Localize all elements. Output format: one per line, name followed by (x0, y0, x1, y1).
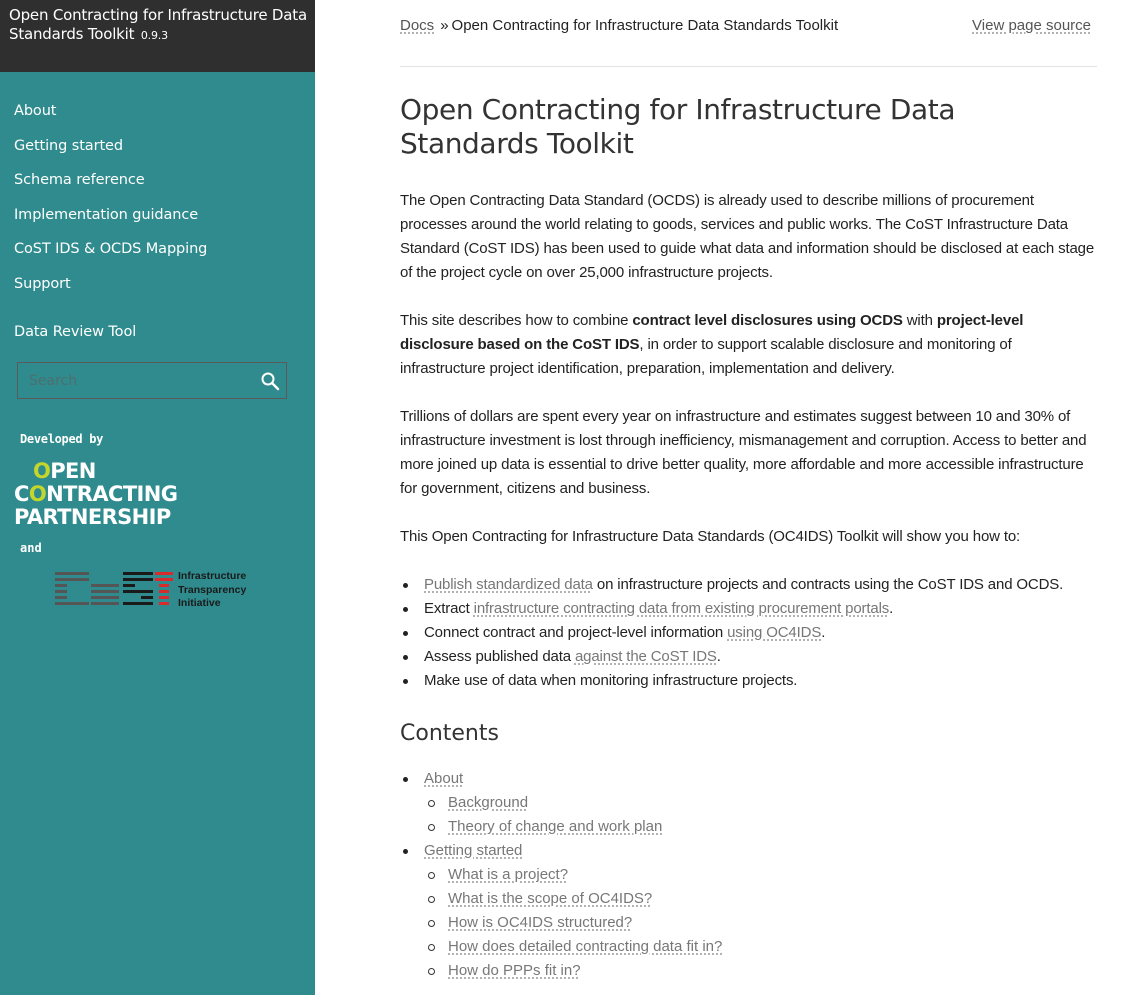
toc-subitem (424, 935, 1097, 959)
toc-link-what-is-a-project[interactable]: What is a project? (448, 866, 569, 883)
sidebar-item-support[interactable]: Support (14, 275, 71, 292)
sidebar-item-about[interactable]: About (14, 103, 57, 119)
open-contracting-partnership-logo[interactable] (14, 460, 177, 529)
breadcrumb-separator: » (440, 17, 449, 34)
combine-paragraph (400, 309, 1097, 381)
sidebar-nav (0, 72, 315, 350)
text: This site describes how to combine (400, 312, 633, 329)
page-title: Open Contracting for Infrastructure Data Standards Toolkit (400, 93, 956, 160)
toolkit-bullet-list (400, 573, 1097, 693)
text: Connect contract and project-level information (424, 624, 728, 641)
ocp-logo-o2: O (28, 482, 47, 506)
breadcrumb-current: Open Contracting for Infrastructure Data Standards Toolkit (451, 17, 839, 34)
intro-paragraph: The Open Contracting Data Standard (OCDS) is already used to describe millions of procurement processes around the world relating to goods, services and public works. The CoST Infrastructure Data Standard (CoST IDS) has been used to guide what data and information should be disclosed at each stage of the project cycle on over 25,000 infrastructure projects. (400, 192, 1095, 281)
contents-heading: Contents (400, 721, 499, 746)
text: . (821, 624, 826, 641)
toolkit-paragraph: This Open Contracting for Infrastructure Data Standards (OC4IDS) Toolkit will show you how to: (400, 528, 1021, 545)
sidebar-item-getting-started[interactable]: Getting started (14, 137, 123, 154)
cost-logo-text (178, 570, 246, 611)
search-input[interactable] (18, 363, 248, 398)
list-item (400, 645, 1097, 669)
toc-item (400, 767, 1097, 839)
breadcrumb-docs-link[interactable]: Docs (400, 17, 435, 34)
search-box (17, 362, 287, 399)
text: on infrastructure projects and contracts using the CoST IDS and OCDS. (592, 576, 1064, 593)
text: . (889, 600, 894, 617)
publish-standardized-data-link[interactable]: Publish standardized data (424, 576, 593, 593)
toc-subitem (424, 791, 1097, 815)
ocp-logo-o: O (33, 459, 51, 483)
toc-subitem (424, 887, 1097, 911)
bold-text: project-level disclosure based on the CoST IDS (400, 312, 1024, 353)
table-of-contents (400, 767, 1097, 983)
toc-link-theory-of-change[interactable]: Theory of change and work plan (448, 818, 663, 835)
toc-link-about[interactable]: About (424, 770, 464, 787)
toc-link-background[interactable]: Background (448, 794, 529, 811)
cost-logo-mark-icon (55, 571, 173, 609)
text: , in order to support scalable disclosure and monitoring of infrastructure project identification, preparation, implementation and delivery. (400, 336, 1012, 377)
breadcrumb (400, 0, 1097, 67)
text: with (902, 312, 937, 329)
against-cost-ids-link[interactable]: against the CoST IDS (574, 648, 717, 665)
site-version: 0.9.3 (140, 29, 168, 42)
list-item (400, 573, 1097, 597)
sidebar-item-schema-reference[interactable]: Schema reference (14, 172, 145, 188)
text: Extract (424, 600, 474, 617)
toc-subitem (424, 863, 1097, 887)
cost-logo-line2: Transparency (178, 583, 247, 596)
toc-link-detailed-contracting-data[interactable]: How does detailed contracting data fit in? (448, 938, 723, 955)
cost-logo-line3: Initiative (178, 597, 221, 609)
text: Make use of data when monitoring infrastructure projects. (424, 672, 798, 689)
text: Assess published data (424, 648, 575, 665)
list-item (400, 621, 1097, 645)
sidebar-item-data-review-tool[interactable]: Data Review Tool (14, 324, 137, 340)
search-icon[interactable] (260, 371, 280, 391)
sidebar-item-implementation-guidance[interactable]: Implementation guidance (14, 206, 199, 223)
toc-subitem (424, 815, 1097, 839)
sidebar-header (0, 0, 315, 72)
site-title-link[interactable] (9, 6, 307, 43)
trillions-paragraph: Trillions of dollars are spent every year on infrastructure and estimates suggest between 10 and 30% of infrastructure investment is lost through inefficiency, mismanagement and corruption. Access to better and more joined up data is essential to drive better quality, more affordable and more accessible infrastructure for government, citizens and business. (400, 408, 1087, 497)
main-content (400, 0, 1097, 983)
toc-link-oc4ids-structured[interactable]: How is OC4IDS structured? (448, 914, 633, 931)
list-item (400, 669, 1097, 693)
sidebar-item-cost-ids-ocds-mapping[interactable]: CoST IDS & OCDS Mapping (14, 241, 208, 257)
using-oc4ids-link[interactable]: using OC4IDS (727, 624, 822, 641)
and-label: and (20, 541, 42, 555)
cost-logo[interactable] (55, 571, 250, 611)
view-page-source-link[interactable]: View page source (972, 17, 1091, 34)
ocp-logo-c: C (14, 482, 29, 506)
toc-subitem (424, 911, 1097, 935)
site-title: Open Contracting for Infrastructure Data Standards Toolkit (9, 6, 307, 43)
developed-by-label: Developed by (20, 432, 104, 446)
ocp-logo-ntracting: NTRACTING (46, 482, 178, 506)
bold-text: contract level disclosures using OCDS (632, 312, 903, 329)
toc-subitem (424, 959, 1097, 983)
toc-link-ppps[interactable]: How do PPPs fit in? (448, 962, 581, 979)
ocp-logo-pen: PEN (50, 459, 96, 483)
toc-item (400, 839, 1097, 983)
extract-data-link[interactable]: infrastructure contracting data from existing procurement portals (473, 600, 890, 617)
text: . (716, 648, 721, 665)
toc-link-getting-started[interactable]: Getting started (424, 842, 523, 859)
ocp-logo-partnership: PARTNERSHIP (14, 505, 171, 529)
list-item (400, 597, 1097, 621)
toc-link-scope-of-oc4ids[interactable]: What is the scope of OC4IDS? (448, 890, 653, 907)
cost-logo-line1: Infrastructure (178, 570, 247, 582)
nav-divider (0, 301, 315, 315)
sidebar (0, 0, 315, 995)
